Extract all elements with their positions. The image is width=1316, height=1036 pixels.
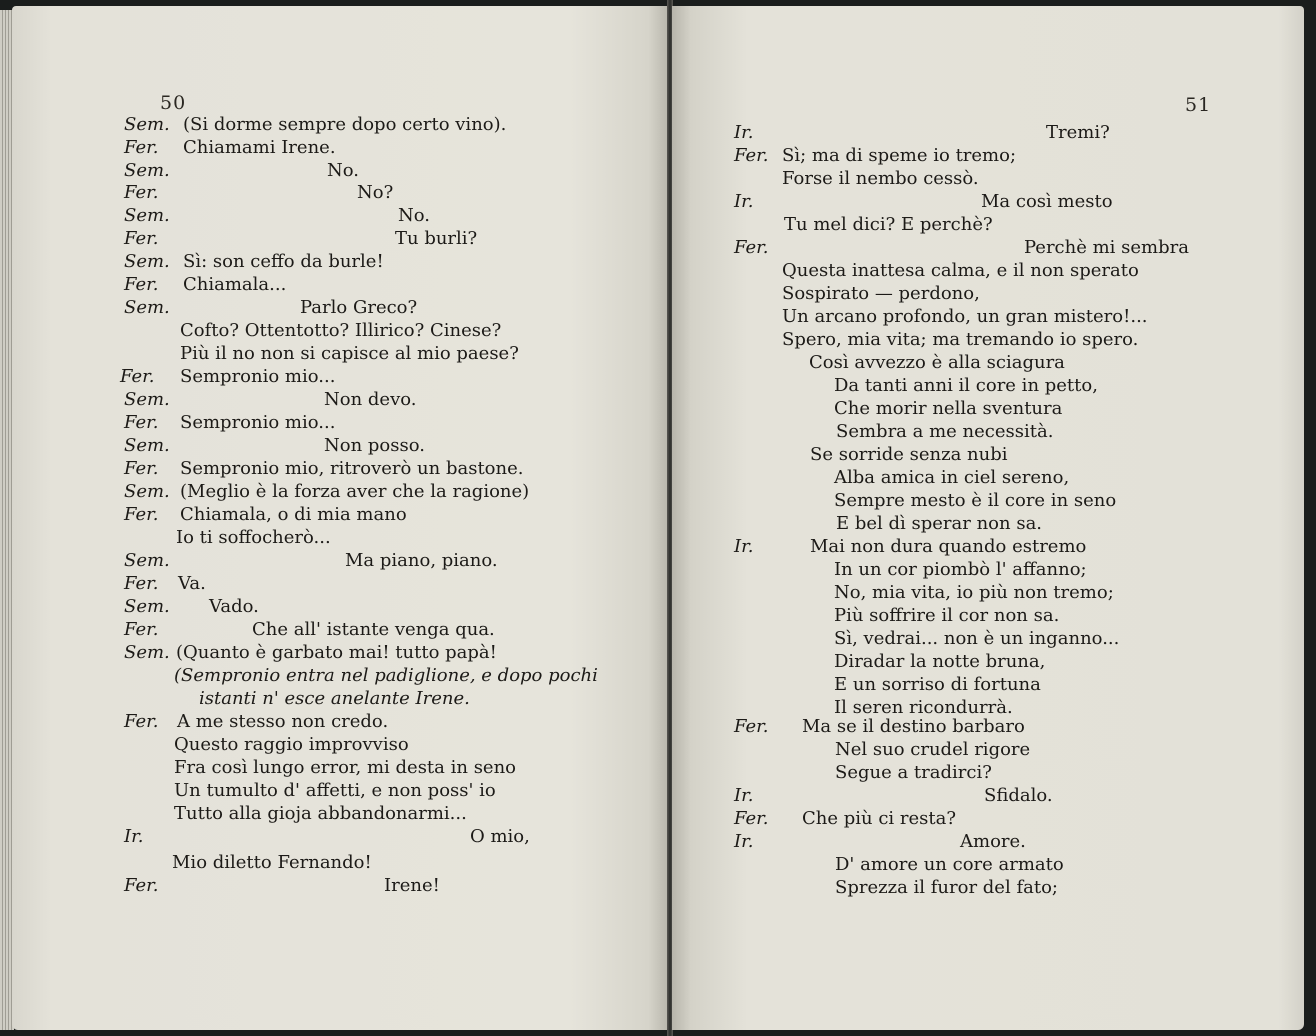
left-speaker-18: Fer. — [124, 504, 159, 525]
right-verse-line-21: No, mia vita, io più non tremo; — [834, 582, 1114, 603]
left-speaker-9: Sem. — [124, 297, 170, 318]
right-speaker-4: Ir. — [734, 191, 754, 212]
left-verse-line-2: Chiamami Irene. — [183, 137, 336, 158]
left-verse-line-15: Non posso. — [324, 435, 425, 456]
left-verse-line-20: Ma piano, piano. — [345, 550, 498, 571]
left-verse-line-21: Va. — [178, 573, 206, 594]
left-speaker-22: Sem. — [124, 596, 170, 617]
left-speaker-27: Fer. — [124, 711, 159, 732]
left-speaker-4: Fer. — [124, 182, 159, 203]
left-verse-line-13: Non devo. — [324, 389, 417, 410]
left-speaker-14: Fer. — [124, 412, 159, 433]
left-page — [12, 6, 668, 1030]
left-speaker-8: Fer. — [124, 274, 159, 295]
left-speaker-20: Sem. — [124, 550, 170, 571]
left-verse-line-14: Sempronio mio... — [180, 412, 336, 433]
right-verse-line-11: Così avvezzo è alla sciagura — [809, 352, 1065, 373]
page-number-left: 50 — [160, 92, 187, 114]
right-verse-line-8: Sospirato — perdono, — [782, 283, 980, 304]
left-speaker-34: Fer. — [124, 875, 159, 896]
right-verse-line-19: Mai non dura quando estremo — [810, 536, 1087, 557]
right-verse-line-15: Se sorride senza nubi — [810, 444, 1008, 465]
left-verse-line-22: Vado. — [209, 596, 259, 617]
right-speaker-19: Ir. — [734, 536, 754, 557]
left-speaker-5: Sem. — [124, 205, 170, 226]
left-verse-line-16: Sempronio mio, ritroverò un bastone. — [180, 458, 524, 479]
left-verse-line-3: No. — [327, 160, 359, 181]
left-speaker-12: Fer. — [120, 366, 155, 387]
left-speaker-21: Fer. — [124, 573, 159, 594]
left-verse-line-23: Che all' istante venga qua. — [252, 619, 495, 640]
right-verse-line-6: Perchè mi sembra — [1024, 237, 1189, 258]
left-verse-line-7: Sì: son ceffo da burle! — [183, 251, 384, 272]
right-verse-line-3: Forse il nembo cessò. — [782, 168, 979, 189]
right-verse-line-22: Più soffrire il cor non sa. — [834, 605, 1060, 626]
left-verse-line-27: A me stesso non credo. — [177, 711, 389, 732]
right-verse-line-24: Diradar la notte bruna, — [834, 651, 1046, 672]
right-speaker-1: Ir. — [734, 122, 754, 143]
left-speaker-6: Fer. — [124, 228, 159, 249]
left-verse-line-6: Tu burli? — [395, 228, 478, 249]
left-speaker-3: Sem. — [124, 160, 170, 181]
right-verse-line-26: Il seren ricondurrà. — [834, 697, 1013, 718]
left-verse-line-34: Irene! — [384, 875, 440, 896]
right-verse-line-4: Ma così mesto — [981, 191, 1113, 212]
right-verse-line-13: Che morir nella sventura — [834, 398, 1063, 419]
left-verse-line-5: No. — [398, 205, 430, 226]
right-speaker-27: Fer. — [734, 716, 769, 737]
left-speaker-32: Ir. — [124, 826, 144, 847]
left-verse-line-8: Chiamala... — [183, 274, 287, 295]
left-speaker-1: Sem. — [124, 114, 170, 135]
page-number-right: 51 — [1185, 94, 1212, 116]
right-verse-line-28: Nel suo crudel rigore — [835, 739, 1031, 760]
left-verse-line-11: Più il no non si capisce al mio paese? — [180, 343, 519, 364]
right-verse-line-10: Spero, mia vita; ma tremando io spero. — [782, 329, 1139, 350]
right-speaker-31: Fer. — [734, 808, 769, 829]
left-speaker-7: Sem. — [124, 251, 170, 272]
left-speaker-17: Sem. — [124, 481, 170, 502]
left-speaker-13: Sem. — [124, 389, 170, 410]
right-verse-line-25: E un sorriso di fortuna — [834, 674, 1041, 695]
right-verse-line-27: Ma se il destino barbaro — [802, 716, 1025, 737]
left-verse-line-24: (Quanto è garbato mai! tutto papà! — [176, 642, 497, 663]
left-verse-line-1: (Si dorme sempre dopo certo vino). — [183, 114, 507, 135]
left-verse-line-26: istanti n' esce anelante Irene. — [199, 688, 470, 709]
left-verse-line-25: (Sempronio entra nel padiglione, e dopo pochi — [174, 665, 598, 686]
left-verse-line-17: (Meglio è la forza aver che la ragione) — [180, 481, 530, 502]
right-verse-line-14: Sembra a me necessità. — [836, 421, 1054, 442]
left-speaker-16: Fer. — [124, 458, 159, 479]
left-verse-line-31: Tutto alla gioja abbandonarmi... — [174, 803, 467, 824]
right-verse-line-29: Segue a tradirci? — [835, 762, 992, 783]
right-speaker-6: Fer. — [734, 237, 769, 258]
right-verse-line-33: D' amore un core armato — [835, 854, 1064, 875]
left-verse-line-30: Un tumulto d' affetti, e non poss' io — [174, 780, 496, 801]
left-verse-line-18: Chiamala, o di mia mano — [180, 504, 407, 525]
right-verse-line-34: Sprezza il furor del fato; — [835, 877, 1058, 898]
right-verse-line-32: Amore. — [960, 831, 1026, 852]
left-verse-line-32: O mio, — [470, 826, 530, 847]
right-verse-line-7: Questa inattesa calma, e il non sperato — [782, 260, 1139, 281]
right-verse-line-2: Sì; ma di speme io tremo; — [782, 145, 1017, 166]
right-verse-line-30: Sfidalo. — [984, 785, 1053, 806]
right-verse-line-5: Tu mel dici? E perchè? — [784, 214, 993, 235]
left-verse-line-4: No? — [357, 182, 394, 203]
left-verse-line-33: Mio diletto Fernando! — [172, 852, 372, 873]
right-verse-line-1: Tremi? — [1046, 122, 1110, 143]
left-speaker-23: Fer. — [124, 619, 159, 640]
right-verse-line-12: Da tanti anni il core in petto, — [834, 375, 1098, 396]
left-verse-line-12: Sempronio mio... — [180, 366, 336, 387]
left-verse-line-19: Io ti soffocherò... — [176, 527, 331, 548]
left-verse-line-29: Fra così lungo error, mi desta in seno — [174, 757, 517, 778]
right-verse-line-31: Che più ci resta? — [802, 808, 957, 829]
right-page — [672, 6, 1304, 1030]
right-verse-line-17: Sempre mesto è il core in seno — [834, 490, 1117, 511]
right-speaker-2: Fer. — [734, 145, 769, 166]
left-verse-line-9: Parlo Greco? — [300, 297, 418, 318]
right-verse-line-16: Alba amica in ciel sereno, — [834, 467, 1070, 488]
left-speaker-2: Fer. — [124, 137, 159, 158]
left-speaker-15: Sem. — [124, 435, 170, 456]
right-verse-line-20: In un cor piombò l' affanno; — [834, 559, 1087, 580]
right-verse-line-9: Un arcano profondo, un gran mistero!... — [782, 306, 1148, 327]
left-speaker-24: Sem. — [124, 642, 170, 663]
left-verse-line-10: Cofto? Ottentotto? Illirico? Cinese? — [180, 320, 502, 341]
right-speaker-32: Ir. — [734, 831, 754, 852]
right-verse-line-23: Sì, vedrai... non è un inganno... — [834, 628, 1120, 649]
left-verse-line-28: Questo raggio improvviso — [174, 734, 409, 755]
right-verse-line-18: E bel dì sperar non sa. — [836, 513, 1043, 534]
right-speaker-30: Ir. — [734, 785, 754, 806]
